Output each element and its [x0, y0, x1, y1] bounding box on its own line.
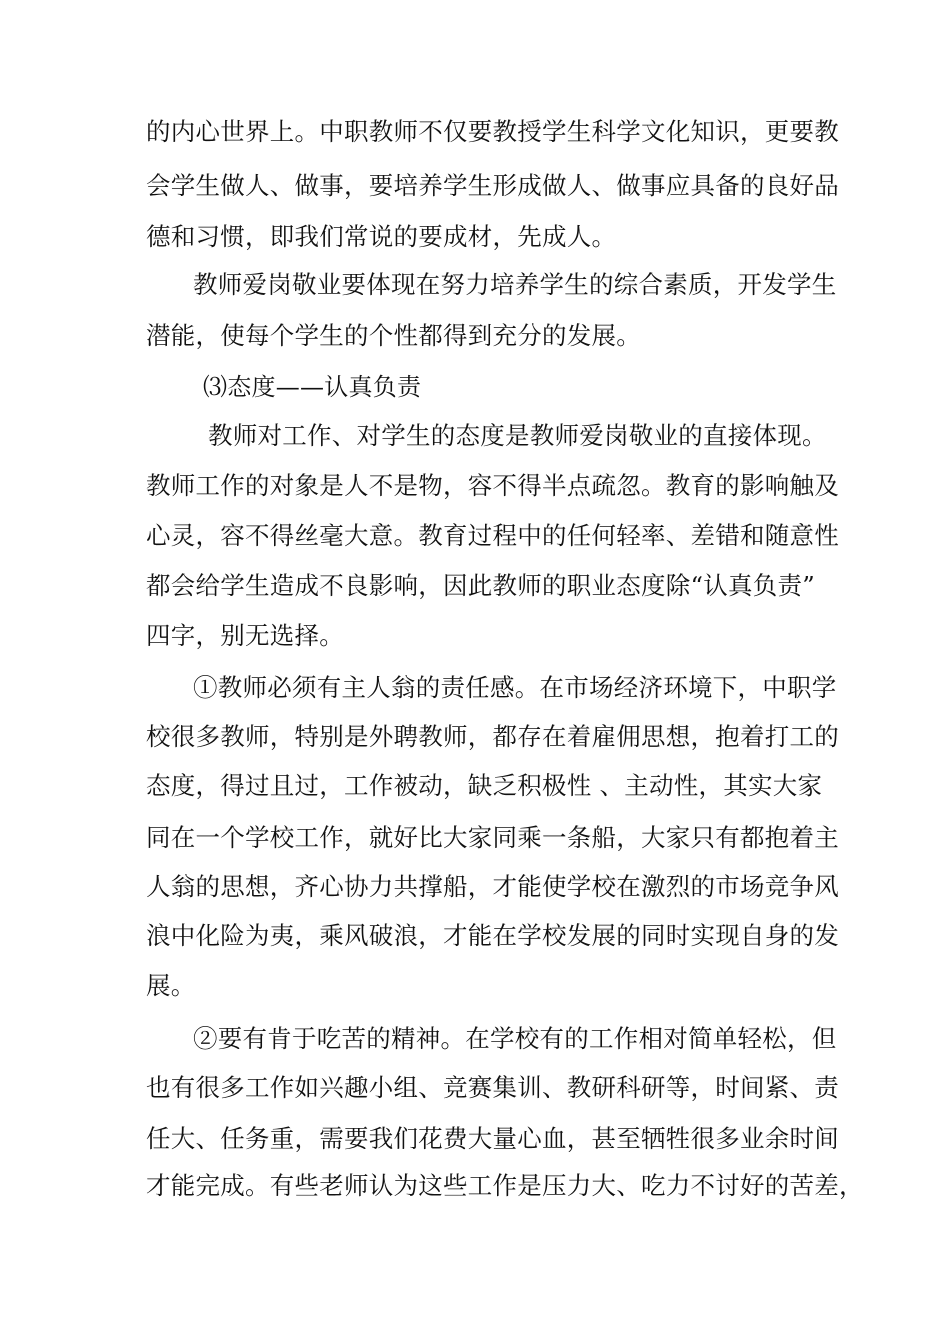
text-line: 任大、任务重，需要我们花费大量心血，甚至牺牲很多业余时间: [146, 1124, 839, 1153]
text-line: 教师爱岗敬业要体现在努力培养学生的综合素质，开发学生: [193, 270, 837, 299]
text-line: 都会给学生造成不良影响，因此教师的职业态度除“认真负责”: [146, 571, 816, 600]
text-line: 才能完成。有些老师认为这些工作是压力大、吃力不讨好的苦差，: [146, 1171, 864, 1200]
text-line: 心灵，容不得丝毫大意。教育过程中的任何轻率、差错和随意性: [146, 521, 839, 550]
text-line: 浪中化险为夷，乘风破浪，才能在学校发展的同时实现自身的发: [146, 921, 839, 950]
text-line: 教师工作的对象是人不是物，容不得半点疏忽。教育的影响触及: [146, 471, 839, 500]
text-line: 德和习惯，即我们常说的要成材，先成人。: [146, 222, 617, 251]
text-line: 潜能，使每个学生的个性都得到充分的发展。: [146, 321, 641, 350]
text-line: 四字，别无选择。: [146, 621, 344, 650]
text-line: 同在一个学校工作，就好比大家同乘一条船，大家只有都抱着主: [146, 823, 839, 852]
text-line: 校很多教师，特别是外聘教师，都存在着雇佣思想，抱着打工的: [146, 722, 839, 751]
text-line: 的内心世界上。中职教师不仅要教授学生科学文化知识，更要教: [146, 117, 839, 146]
text-line: 人翁的思想，齐心协力共撑船，才能使学校在激烈的市场竞争风: [146, 872, 839, 901]
text-line: ②要有肯于吃苦的精神。在学校有的工作相对简单轻松，但: [193, 1024, 837, 1053]
text-line: 会学生做人、做事，要培养学生形成做人、做事应具备的良好品: [146, 171, 839, 200]
text-line: 也有很多工作如兴趣小组、竞赛集训、教研科研等，时间紧、责: [146, 1073, 839, 1102]
text-line: 教师对工作、对学生的态度是教师爱岗敬业的直接体现。: [208, 421, 827, 450]
text-line: 展。: [146, 971, 196, 1000]
text-line: 态度，得过且过，工作被动，缺乏积极性 、主动性，其实大家: [146, 771, 823, 800]
text-line: ①教师必须有主人翁的责任感。在市场经济环境下，中职学: [193, 673, 837, 702]
section-heading: ⑶态度——认真负责: [203, 373, 422, 401]
